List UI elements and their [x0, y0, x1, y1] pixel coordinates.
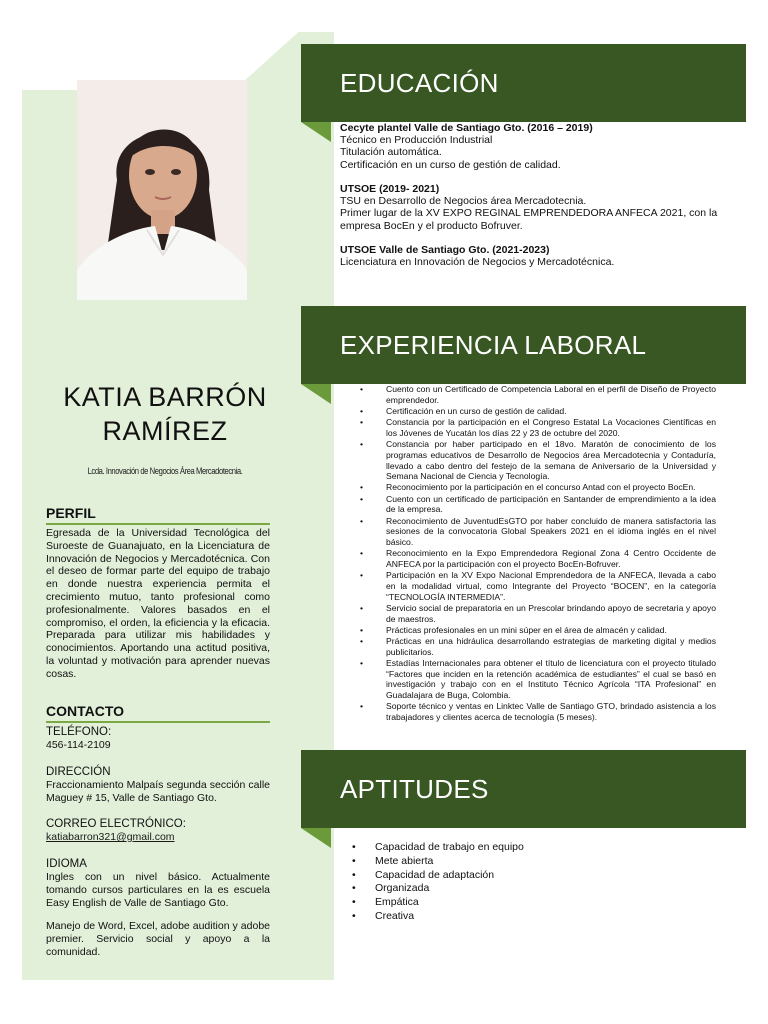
edu-line: Certificación en un curso de gestión de calidad.: [340, 158, 561, 171]
list-item: • Creativa: [352, 910, 524, 924]
email-link[interactable]: katiabarron321@gmail.com: [46, 831, 175, 843]
experiencia-heading: EXPERIENCIA LABORAL: [340, 329, 647, 360]
name-line-1: KATIA BARRÓN: [63, 382, 267, 412]
edu-line: Técnico en Producción Industrial: [340, 134, 493, 147]
list-item: • Prácticas profesionales en un mini súper en el área de almacén y calidad.: [358, 625, 716, 636]
phone-label: TELÉFONO:: [46, 726, 112, 738]
contacto-heading: CONTACTO: [46, 703, 270, 723]
language-value: Ingles con un nivel básico. Actualmente tomando cursos particulares en la es escuela Easy English de Valle de Santiago Gto.: [46, 871, 270, 909]
list-item: • Reconocimiento en la Expo Emprendedora Regional Zona 4 Centro Occidente de ANFECA por la participación con el proyecto BocEn-Bofruver.: [358, 548, 716, 569]
profile-photo: [77, 80, 247, 300]
list-item: • Cuento con un Certificado de Competencia Laboral en el perfil de Diseño de Proyecto emprendedor.: [358, 384, 716, 405]
perfil-heading: PERFIL: [46, 505, 270, 525]
list-item: • Capacidad de trabajo en equipo: [352, 841, 524, 855]
list-item: • Participación en la XV Expo Nacional Emprendedora de la ANFECA, llevada a cabo en la modalidad virtual, como Integrante del Proyecto “BOCEN”, en la categoría “TECNOLOGÍA INTERMEDIA”.: [358, 570, 716, 602]
list-item: • Estadías Internacionales para obtener el título de licenciatura con el proyecto titulado “Factores que inciden en la retención académica de estudiantes” el cual se basó en investigación y trabajo con en el Instituto Técnico Agrícola “ITA Profesional” en Guadalajara de Buga, Colombia.: [358, 658, 716, 700]
email-label: CORREO ELECTRÓNICO:: [46, 818, 186, 830]
phone-value: 456-114-2109: [46, 739, 111, 751]
experiencia-list: [358, 384, 716, 723]
list-item: • Constancia por la participación en el Congreso Estatal La Vocaciones Científicas en los Jóvenes de Yucatán los días 22 y 23 de octubre del 2020.: [358, 417, 716, 438]
list-item: • Organizada: [352, 882, 524, 896]
list-item: • Reconocimiento de JuventudEsGTO por haber concluido de manera satisfactoria las sesiones de la convocatoria Global Speakers 2021 en el idioma inglés en el nivel básico.: [358, 516, 716, 548]
edu-title: UTSOE (2019- 2021): [340, 183, 440, 195]
edu-line: Primer lugar de la XV EXPO REGINAL EMPRENDEDORA ANFECA 2021, con la empresa BocEn y el producto Bofruver.: [340, 207, 718, 232]
language-label: IDIOMA: [46, 858, 87, 870]
edu-entry: [340, 122, 740, 171]
full-name: [40, 380, 290, 448]
name-line-2: RAMÍREZ: [102, 416, 228, 446]
address-label: DIRECCIÓN: [46, 766, 111, 778]
educacion-heading: EDUCACIÓN: [340, 67, 499, 98]
person-photo-icon: [77, 80, 247, 300]
list-item: • Soporte técnico y ventas en Linktec Valle de Santiago GTO, brindado asistencia a los trabajadores y clientes acerca de tecnología (5 meses).: [358, 701, 716, 722]
degree-title: Lcda. Innovación de Negocios Área Mercadotecnia.: [87, 466, 243, 476]
edu-title: Cecyte plantel Valle de Santiago Gto. (2016 – 2019): [340, 122, 593, 134]
edu-line: Titulación automática.: [340, 146, 442, 159]
address-value: Fraccionamiento Malpaís segunda sección calle Maguey # 15, Valle de Santiago Gto.: [46, 779, 270, 804]
skills-extra: Manejo de Word, Excel, adobe audition y adobe premier. Servicio social y apoyo a la comunidad.: [46, 920, 270, 958]
list-item: • Empática: [352, 896, 524, 910]
list-item: • Reconocimiento por la participación en el concurso Antad con el proyecto BocEn.: [358, 482, 716, 493]
experiencia-banner: [301, 306, 746, 384]
aptitudes-list: [352, 841, 524, 924]
list-item: • Mete abierta: [352, 855, 524, 869]
edu-entry: [340, 244, 740, 268]
educacion-banner: [301, 44, 746, 122]
list-item: • Certificación en un curso de gestión de calidad.: [358, 406, 716, 417]
list-item: • Prácticas en una hidráulica desarrollando estrategias de marketing digital y medios publicitarios.: [358, 636, 716, 657]
perfil-text: Egresada de la Universidad Tecnológica del Suroeste de Guanajuato, en la Licenciatura de Innovación de Negocios y Mercadotécnica. Con el deseo de formar parte del equipo de trabajo en donde nuestra experiencia permita el crecimiento mutuo, tanto profesional como profesionalmente. Valores basados en el compromiso, el orden, la eficiencia y la eficacia. Preparada para utilizar mis habilidades y conocimientos. Aportando una actitud positiva, la voluntad y motivación para aprender nuevas cosas.: [46, 527, 270, 680]
list-item: • Cuento con un certificado de participación en Santander de emprendimiento a la idea de la empresa.: [358, 494, 716, 515]
aptitudes-heading: APTITUDES: [340, 773, 489, 804]
edu-line: TSU en Desarrollo de Negocios área Mercadotecnia.: [340, 195, 587, 208]
edu-title: UTSOE Valle de Santiago Gto. (2021-2023): [340, 244, 550, 256]
list-item: • Constancia por haber participado en el 18vo. Maratón de conocimiento de los programas educativos de Desarrollo de Negocios área Mercadotecnia y Contaduría, llevado a cabo dentro del festejo de la semana de Aniversario de la Universidad y Semana Nacional de Ciencia y Tecnología.: [358, 439, 716, 481]
list-item: • Capacidad de adaptación: [352, 869, 524, 883]
aptitudes-banner: [301, 750, 746, 828]
list-item: • Servicio social de preparatoria en un Prescolar brindando apoyo de secretaria y apoyo de maestros.: [358, 603, 716, 624]
edu-line: Licenciatura en Innovación de Negocios y Mercadotécnica.: [340, 256, 615, 269]
edu-entry: [340, 183, 740, 232]
